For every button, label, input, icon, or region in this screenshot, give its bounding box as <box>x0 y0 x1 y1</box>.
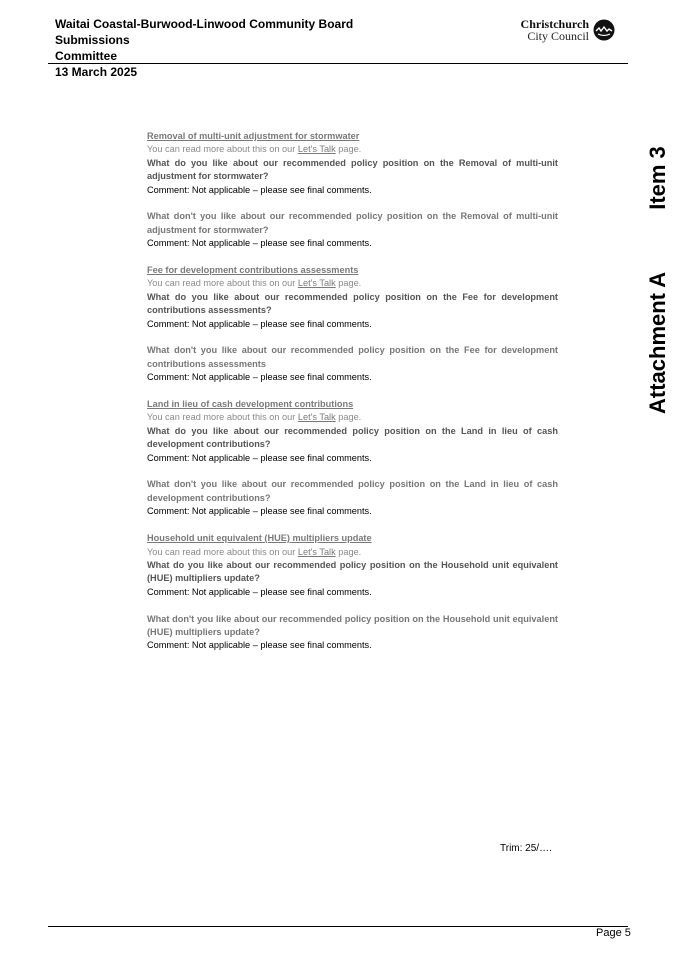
logo-text-line2: City Council <box>527 29 589 43</box>
lets-talk-link[interactable]: Let's Talk <box>297 144 336 155</box>
like-comment: Comment: Not applicable – please see final comments. <box>147 184 372 195</box>
dislike-comment: Comment: Not applicable – please see final comments. <box>147 238 372 249</box>
read-more-line: You can read more about this on our Let's Talk page. <box>147 144 362 155</box>
like-question: What do you like about our recommended policy position on the Fee for development contributions assessments? <box>147 291 558 316</box>
council-logo <box>521 17 615 43</box>
dislike-question: What don't you like about our recommended policy position on the Land in lieu of cash development contributions? <box>147 479 558 503</box>
section-land-in-lieu <box>147 398 558 519</box>
section-title: Land in lieu of cash development contributions <box>147 399 354 410</box>
dislike-question: What don't you like about our recommended policy position on the Household unit equivalent (HUE) multipliers update? <box>147 613 558 637</box>
dislike-comment: Comment: Not applicable – please see final comments. <box>147 506 372 517</box>
like-question: What do you like about our recommended policy position on the Land in lieu of cash development contributions? <box>147 425 558 450</box>
like-comment: Comment: Not applicable – please see final comments. <box>147 452 372 463</box>
section-assessment-fee <box>147 264 558 385</box>
header-title-line1: Waitai Coastal-Burwood-Linwood Community Board Submissions <box>55 17 354 47</box>
like-question: What do you like about our recommended policy position on the Removal of multi-unit adjustment for stormwater? <box>147 157 558 182</box>
header-title-line2: Committee <box>55 49 118 63</box>
dislike-question: What don't you like about our recommended policy position on the Fee for development contributions assessments <box>147 345 558 369</box>
like-comment: Comment: Not applicable – please see final comments. <box>147 318 372 329</box>
like-comment: Comment: Not applicable – please see final comments. <box>147 586 372 597</box>
logo-text-line1: Christchurch <box>520 17 589 31</box>
trim-reference: Trim: 25/…. <box>500 843 552 854</box>
attachment-label: Attachment A <box>645 271 670 414</box>
item-label: Item 3 <box>645 146 670 210</box>
submission-content <box>147 130 558 666</box>
attachment-side-label <box>645 146 671 414</box>
lets-talk-link[interactable]: Let's Talk <box>297 278 336 289</box>
section-title: Fee for development contributions assessments <box>147 265 359 276</box>
header-date: 13 March 2025 <box>55 65 138 79</box>
lets-talk-link[interactable]: Let's Talk <box>297 412 336 423</box>
section-title: Household unit equivalent (HUE) multipliers update <box>147 533 372 544</box>
like-question: What do you like about our recommended policy position on the Household unit equivalent (HUE) multipliers update? <box>147 559 558 584</box>
section-title: Removal of multi-unit adjustment for stormwater <box>147 131 360 141</box>
read-more-line: You can read more about this on our Let's Talk page. <box>147 546 362 557</box>
lets-talk-link[interactable]: Let's Talk <box>297 546 336 557</box>
footer-divider <box>48 926 628 927</box>
page-number: Page 5 <box>596 927 631 939</box>
dislike-comment: Comment: Not applicable – please see final comments. <box>147 372 372 383</box>
header-divider <box>48 63 628 64</box>
dislike-question: What don't you like about our recommended policy position on the Removal of multi-unit adjustment for stormwater? <box>147 211 558 235</box>
council-emblem-icon <box>593 19 615 41</box>
dislike-comment: Comment: Not applicable – please see final comments. <box>147 640 372 651</box>
read-more-line: You can read more about this on our Let's Talk page. <box>147 278 362 289</box>
document-header <box>55 16 415 80</box>
read-more-line: You can read more about this on our Let's Talk page. <box>147 412 362 423</box>
section-hue-multipliers <box>147 532 558 653</box>
section-stormwater <box>147 130 558 251</box>
